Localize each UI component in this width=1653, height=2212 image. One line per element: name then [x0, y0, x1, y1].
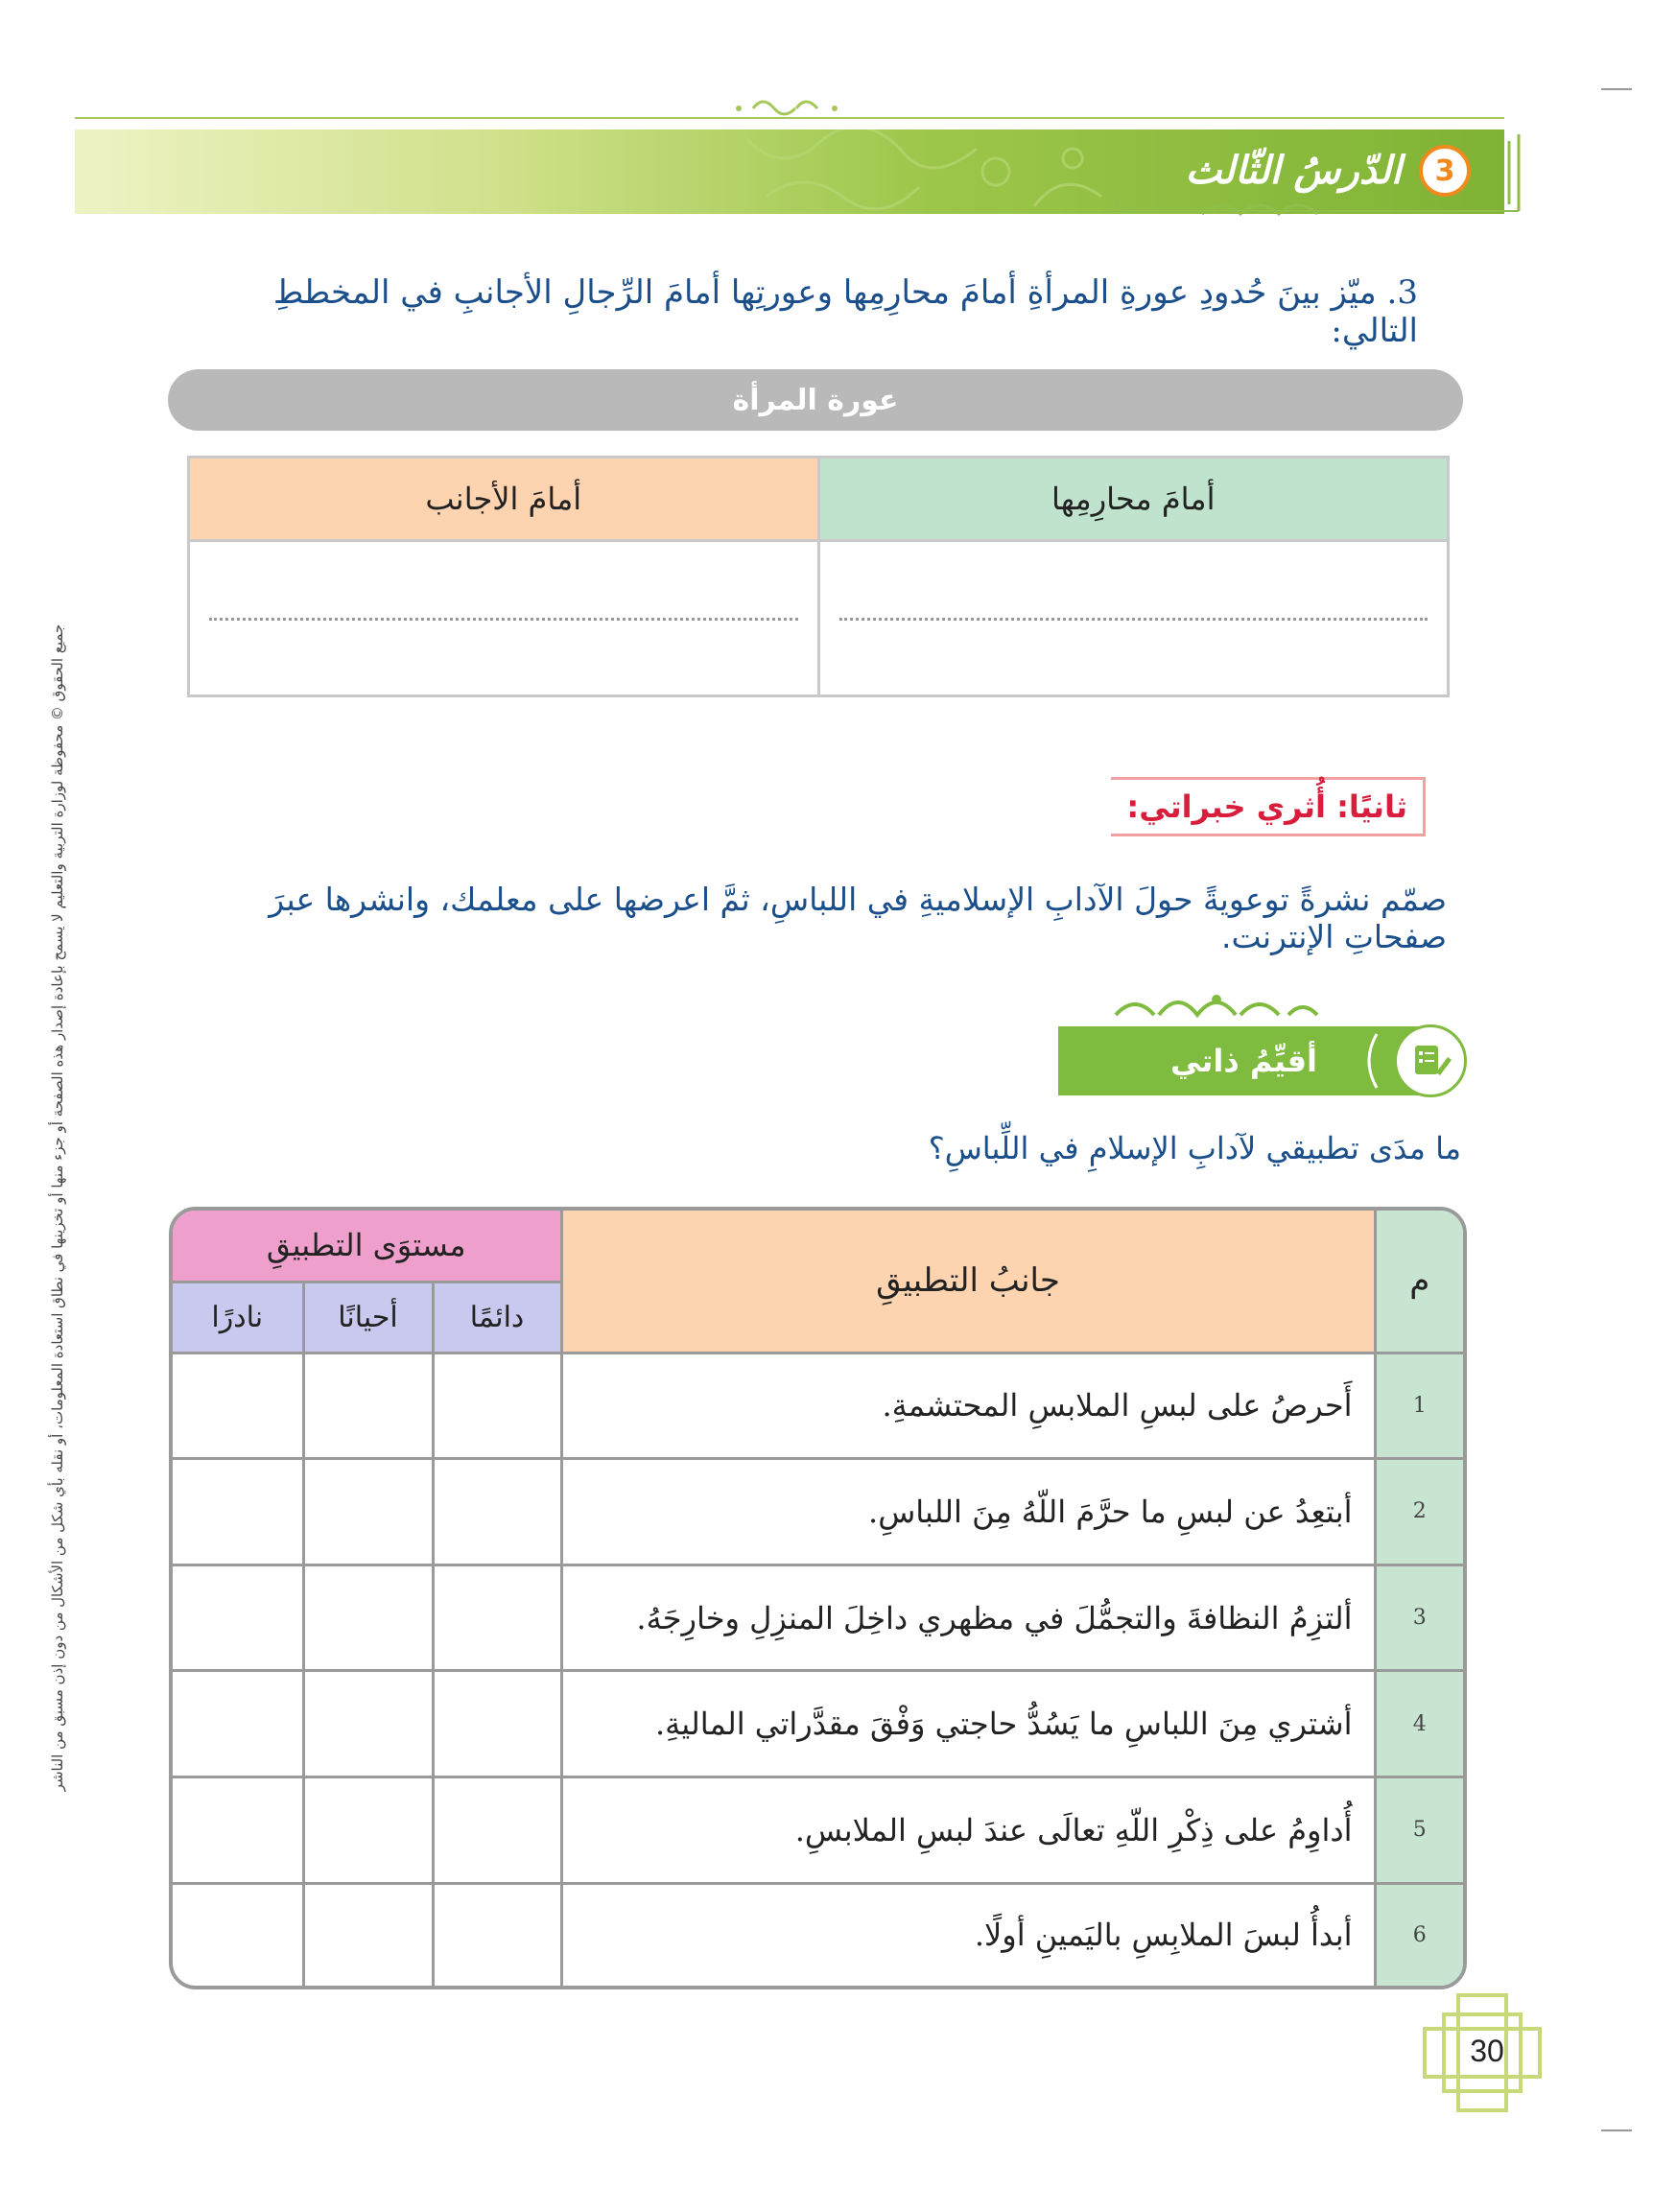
rating-cell-sometimes[interactable]: [303, 1883, 433, 1986]
crop-mark-top: [1601, 88, 1632, 90]
table-row: [173, 1353, 1463, 1459]
header-ornament: [729, 92, 844, 125]
rating-cell-rarely[interactable]: [173, 1353, 303, 1459]
question-3-text: 3. ميّز بينَ حُدودِ عورةِ المرأةِ أمامَ محارِمِها وعورتِها أمامَ الرِّجالِ الأجانبِ في المخططِ التالي:: [272, 273, 1418, 350]
table-row: [173, 1671, 1463, 1777]
rating-cell-rarely[interactable]: [173, 1671, 303, 1777]
lesson-title-text: الدّرسُ الثّالث: [1185, 149, 1402, 193]
table-row: [173, 1565, 1463, 1671]
enrich-activity-text: صمّم نشرةً توعويةً حولَ الآدابِ الإسلاميةِ في اللباسِ، ثمَّ اعرضها على معلمك، وانشرها عبرَ صفحاتِ الإنترنت.: [269, 881, 1447, 955]
rating-cell-rarely[interactable]: [173, 1777, 303, 1884]
self-assessment-table: [173, 1211, 1463, 1986]
comparison-table: [187, 456, 1450, 697]
row-aspect-text: أَحرصُ على لبسِ الملابسِ المحتشمةِ.: [561, 1353, 1375, 1459]
section-bar-woman-awrah: [168, 369, 1463, 431]
section-bar-title: عورة المرأة: [732, 383, 899, 417]
self-assessment-table-frame: [169, 1207, 1467, 1989]
row-aspect-text: أُداوِمُ على ذِكْرِ اللّهِ تعالَى عندَ لبسِ الملابسِ.: [561, 1777, 1375, 1884]
self-assessment-header: [1058, 1026, 1461, 1095]
copyright-notice: جميع الحقوق © محفوظة لوزارة التربية والتعليم لا يسمح بإعادة إصدار هذه الصفحة أو جزء منها أو تخزينها في نطاق استعادة المعلومات، أو نقله بأي شكل من الأشكال من دون إذن مسبق من الناشر: [49, 624, 66, 1792]
header-aspect: جانبُ التطبيقِ: [561, 1211, 1375, 1353]
row-aspect-text: أبتعِدُ عن لبسِ ما حرَّمَ اللّهُ مِنَ اللباسِ.: [561, 1459, 1375, 1565]
rating-cell-sometimes[interactable]: [303, 1353, 433, 1459]
self-assessment-title: أقيِّمُ ذاتي: [1170, 1043, 1317, 1079]
row-number: 1: [1375, 1353, 1463, 1459]
enrich-section-label: ثانيًا: أُثري خبراتي:: [1111, 777, 1426, 836]
rating-cell-rarely[interactable]: [173, 1459, 303, 1565]
rating-cell-rarely[interactable]: [173, 1565, 303, 1671]
row-number: 6: [1375, 1883, 1463, 1986]
rating-cell-rarely[interactable]: [173, 1883, 303, 1986]
header-level: مستوَى التطبيقِ: [173, 1211, 561, 1282]
rating-cell-always[interactable]: [433, 1459, 561, 1565]
lesson-number-badge: 3: [1419, 145, 1471, 197]
checklist-pencil-icon: [1394, 1024, 1467, 1097]
rating-cell-always[interactable]: [433, 1565, 561, 1671]
dotted-answer-line: [209, 616, 798, 621]
compare-answer-mahram[interactable]: [818, 541, 1449, 696]
rating-cell-always[interactable]: [433, 1353, 561, 1459]
rating-cell-sometimes[interactable]: [303, 1777, 433, 1884]
assess-ornament: [1106, 990, 1327, 1021]
compare-header-strangers: أمامَ الأجانب: [189, 458, 819, 541]
rating-cell-sometimes[interactable]: [303, 1565, 433, 1671]
lesson-title: [1186, 142, 1471, 200]
header-level-rarely: نادرًا: [173, 1282, 303, 1353]
dotted-answer-line: [839, 616, 1429, 621]
compare-header-mahram: أمامَ محارِمِها: [818, 458, 1449, 541]
rating-cell-sometimes[interactable]: [303, 1671, 433, 1777]
row-aspect-text: ألتزِمُ النظافةَ والتجمُّلَ في مظهري داخِلَ المنزِلِ وخارِجَهُ.: [561, 1565, 1375, 1671]
rating-cell-always[interactable]: [433, 1777, 561, 1884]
rating-cell-always[interactable]: [433, 1883, 561, 1986]
row-aspect-text: أشتري مِنَ اللباسِ ما يَسُدُّ حاجتي وَفْقَ مقدَّراتي الماليةِ.: [561, 1671, 1375, 1777]
self-assessment-question: ما مدَى تطبيقي لآدابِ الإسلامِ في اللِّباسِ؟: [928, 1130, 1461, 1166]
row-number: 3: [1375, 1565, 1463, 1671]
rating-cell-always[interactable]: [433, 1671, 561, 1777]
row-number: 5: [1375, 1777, 1463, 1884]
row-number: 2: [1375, 1459, 1463, 1565]
page-number: 30: [1470, 2034, 1504, 2068]
header-number: م: [1375, 1211, 1463, 1353]
crop-mark-bottom: [1601, 2130, 1632, 2131]
table-row: [173, 1883, 1463, 1986]
row-aspect-text: أبدأُ لبسَ الملابِسِ باليَمينِ أولًا.: [561, 1883, 1375, 1986]
table-row: [173, 1459, 1463, 1565]
header-level-sometimes: أحيانًا: [303, 1282, 433, 1353]
compare-answer-strangers[interactable]: [189, 541, 819, 696]
row-number: 4: [1375, 1671, 1463, 1777]
divider-slash: [1356, 1030, 1384, 1092]
header-level-always: دائمًا: [433, 1282, 561, 1353]
rating-cell-sometimes[interactable]: [303, 1459, 433, 1565]
table-row: [173, 1777, 1463, 1884]
